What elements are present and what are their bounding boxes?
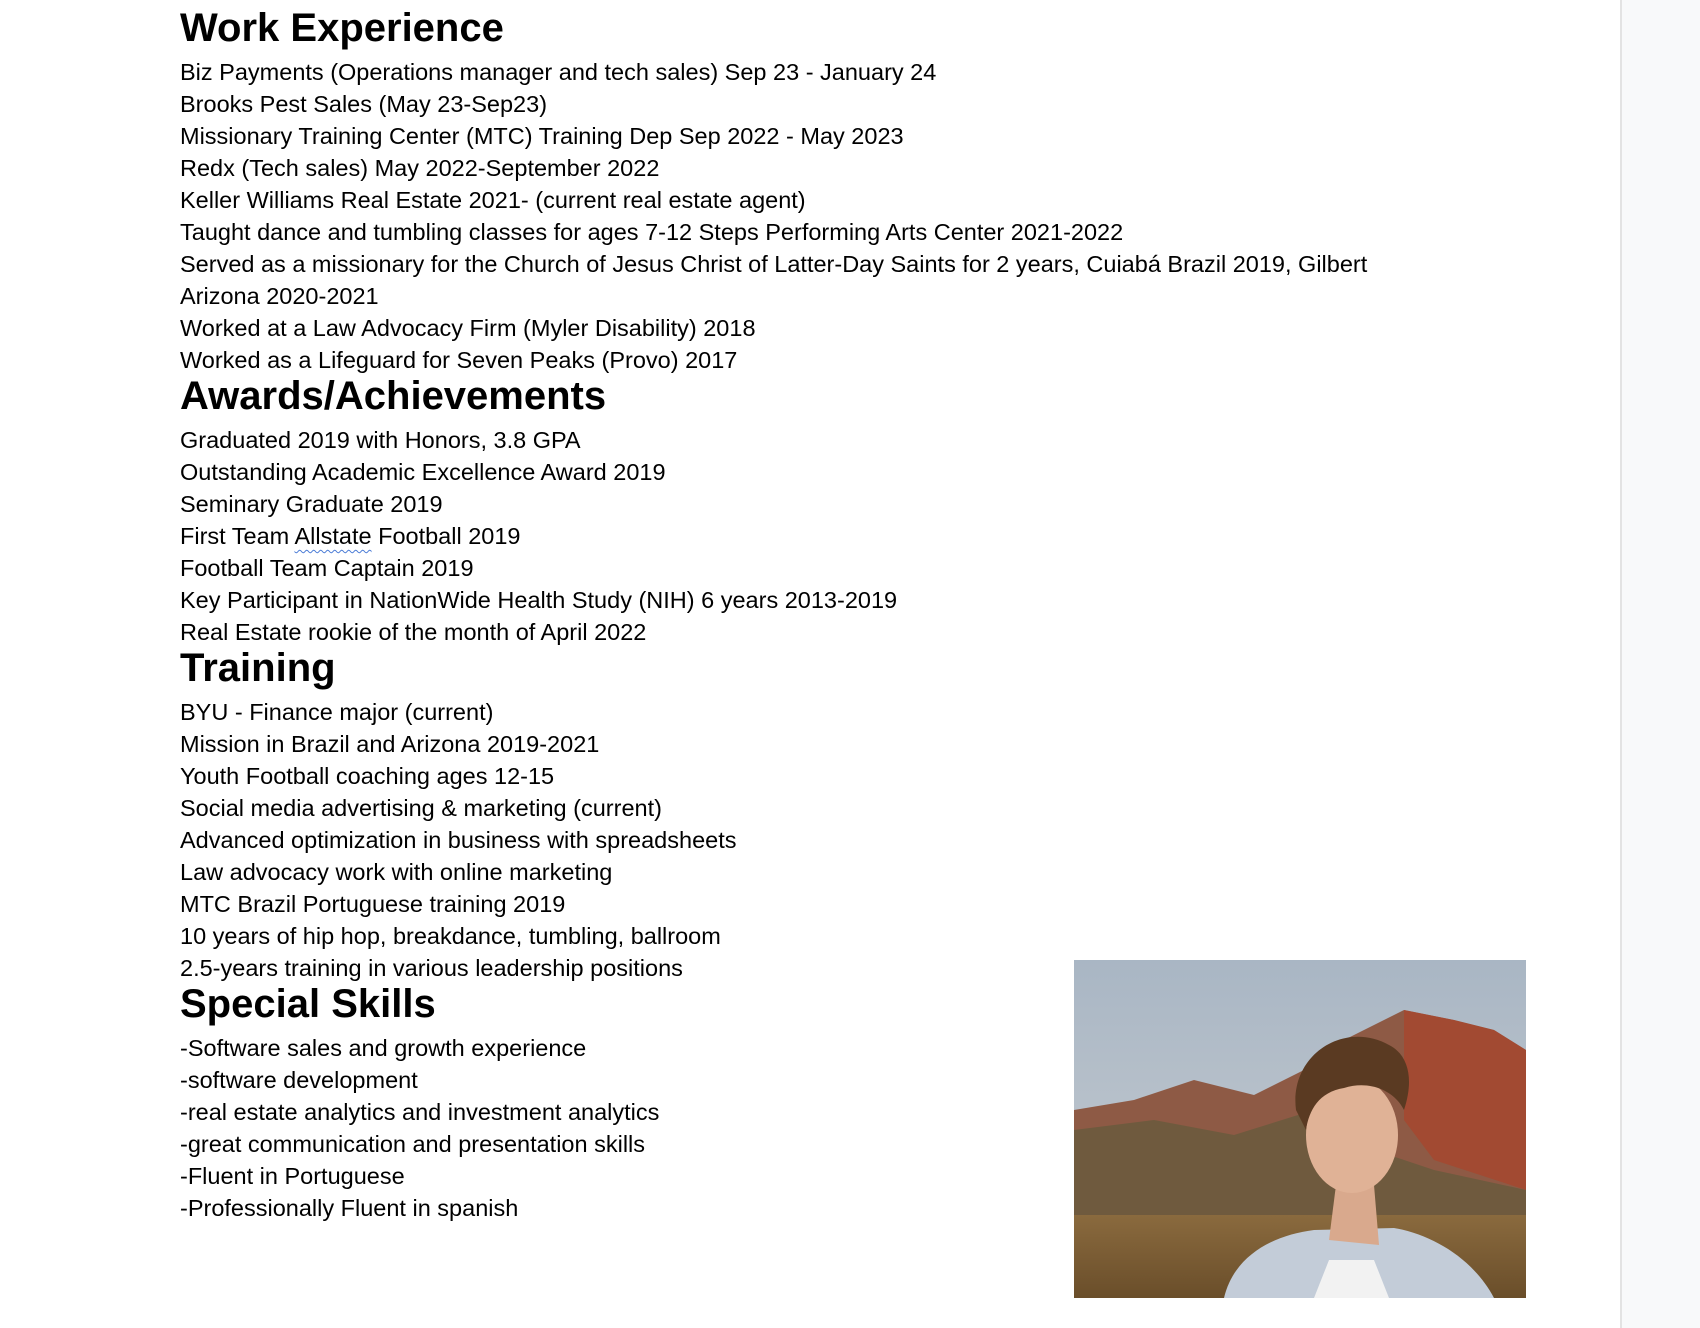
awards-heading: Awards/Achievements <box>180 374 607 418</box>
training-item: Mission in Brazil and Arizona 2019-2021 <box>180 731 600 757</box>
award-item: Seminary Graduate 2019 <box>180 491 443 517</box>
work-item: Keller Williams Real Estate 2021- (current real estate agent) <box>180 187 806 213</box>
skill-item: -Software sales and growth experience <box>180 1035 587 1061</box>
award-text-before: First Team <box>180 523 295 549</box>
work-item: Worked at a Law Advocacy Firm (Myler Disability) 2018 <box>180 315 756 341</box>
training-item: BYU - Finance major (current) <box>180 699 494 725</box>
training-item: Law advocacy work with online marketing <box>180 859 613 885</box>
training-item: MTC Brazil Portuguese training 2019 <box>180 891 566 917</box>
award-item: Outstanding Academic Excellence Award 2019 <box>180 459 666 485</box>
skill-item: -real estate analytics and investment analytics <box>180 1099 660 1125</box>
work-item: Redx (Tech sales) May 2022-September 2022 <box>180 155 660 181</box>
work-item: Worked as a Lifeguard for Seven Peaks (Provo) 2017 <box>180 347 738 373</box>
work-item: Brooks Pest Sales (May 23-Sep23) <box>180 91 548 117</box>
training-item: 2.5-years training in various leadership positions <box>180 955 683 981</box>
skill-item: -Fluent in Portuguese <box>180 1163 405 1189</box>
award-item: Football Team Captain 2019 <box>180 555 474 581</box>
work-item: Biz Payments (Operations manager and tech sales) Sep 23 - January 24 <box>180 59 937 85</box>
neck <box>1329 1185 1379 1245</box>
award-text-after: Football 2019 <box>371 523 521 549</box>
training-item: Youth Football coaching ages 12-15 <box>180 763 555 789</box>
portrait-image <box>1074 960 1526 1298</box>
skill-item: -Professionally Fluent in spanish <box>180 1195 519 1221</box>
training-item: Social media advertising & marketing (current) <box>180 795 662 821</box>
profile-photo[interactable] <box>1074 960 1526 1298</box>
award-item: Graduated 2019 with Honors, 3.8 GPA <box>180 427 581 453</box>
training-heading: Training <box>180 646 336 690</box>
training-item: Advanced optimization in business with spreadsheets <box>180 827 737 853</box>
work-item: Taught dance and tumbling classes for ages 7-12 Steps Performing Arts Center 2021-2022 <box>180 219 1124 245</box>
spellcheck-flagged-word[interactable]: Allstate <box>294 523 372 549</box>
work-item: Served as a missionary for the Church of Jesus Christ of Latter-Day Saints for 2 years, Cuiabá Brazil 2019, Gilbert Arizona 2020-2021 <box>180 251 1368 309</box>
skill-item: -software development <box>180 1067 418 1093</box>
award-item-allstate <box>180 520 1500 552</box>
work-experience-heading: Work Experience <box>180 6 504 50</box>
work-item: Missionary Training Center (MTC) Training Dep Sep 2022 - May 2023 <box>180 123 904 149</box>
award-item: Key Participant in NationWide Health Study (NIH) 6 years 2013-2019 <box>180 587 898 613</box>
skill-item: -great communication and presentation skills <box>180 1131 646 1157</box>
special-skills-heading: Special Skills <box>180 982 436 1026</box>
award-item: Real Estate rookie of the month of April 2022 <box>180 619 647 645</box>
training-item: 10 years of hip hop, breakdance, tumbling, ballroom <box>180 923 721 949</box>
right-gutter <box>1620 0 1700 1328</box>
